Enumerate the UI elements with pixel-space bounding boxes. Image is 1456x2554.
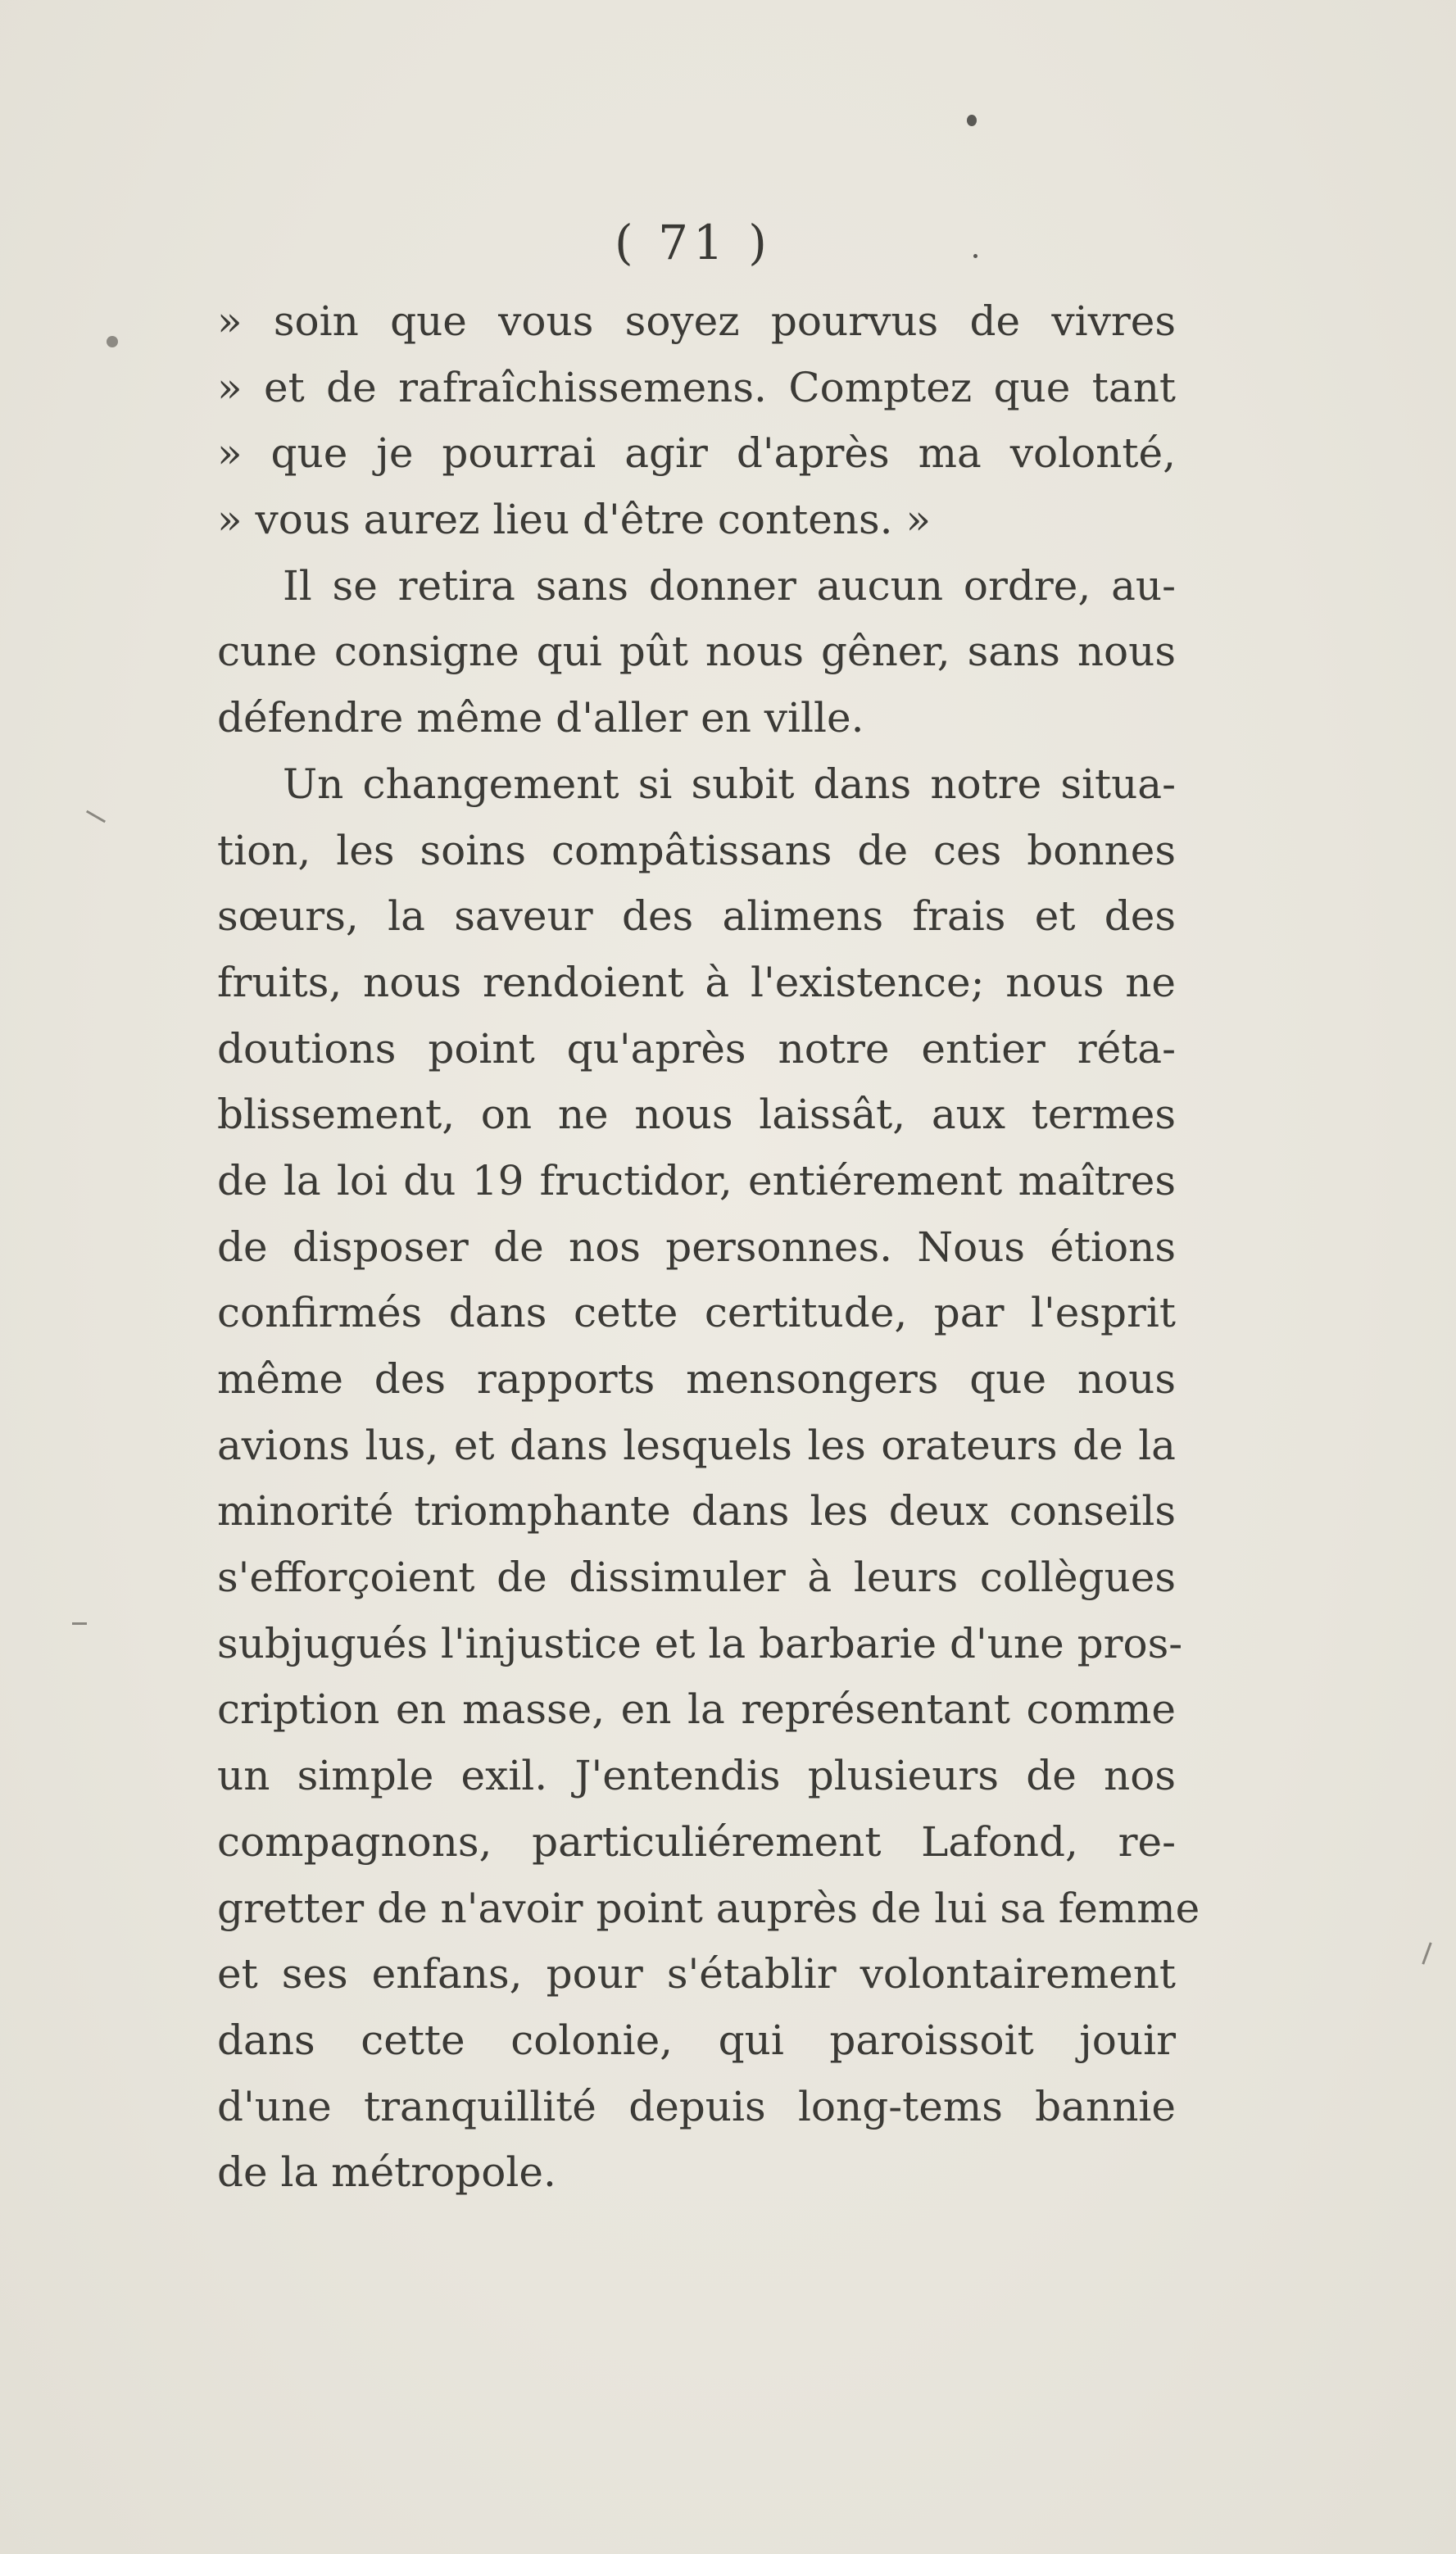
text-line: s'efforçoient de dissimuler à leurs collègues — [217, 1554, 1176, 1602]
text-line: d'une tranquillité depuis long-tems bannie — [217, 2082, 1176, 2130]
text-line: un simple exil. J'entendis plusieurs de nos — [217, 1752, 1176, 1800]
text-line: » vous aurez lieu d'être contens. » — [217, 496, 932, 544]
text-line: Un changement si subit dans notre situa- — [283, 760, 1176, 808]
text-line: dans cette colonie, qui paroissoit jouir — [217, 2016, 1176, 2064]
text-line: doutions point qu'après notre entier réta- — [217, 1024, 1176, 1073]
text-line: même des rapports mensongers que nous — [217, 1355, 1176, 1403]
text-line: cune consigne qui pût nous gêner, sans nous — [217, 628, 1176, 676]
text-line: » que je pourrai agir d'après ma volonté, — [217, 429, 1176, 478]
text-line: compagnons, particuliérement Lafond, re- — [217, 1817, 1176, 1866]
text-line: cription en masse, en la représentant comme — [217, 1685, 1176, 1734]
text-line: de la loi du 19 fructidor, entiérement maîtres — [217, 1156, 1176, 1204]
margin-mark — [72, 1622, 87, 1625]
text-line: subjugués l'injustice et la barbarie d'une pros- — [217, 1619, 1183, 1667]
text-line: fruits, nous rendoient à l'existence; nous ne — [217, 958, 1176, 1006]
text-line: blissement, on ne nous laissât, aux termes — [217, 1091, 1176, 1139]
text-line: » soin que vous soyez pourvus de vivres — [217, 297, 1176, 345]
text-line: défendre même d'aller en ville. — [217, 694, 864, 742]
ink-speck — [107, 336, 118, 347]
text-line: de disposer de nos personnes. Nous étions — [217, 1223, 1176, 1271]
text-line: avions lus, et dans lesquels les orateurs de la — [217, 1421, 1176, 1469]
text-line: tion, les soins compâtissans de ces bonnes — [217, 826, 1176, 874]
margin-mark — [86, 810, 106, 823]
text-line: et ses enfans, pour s'établir volontairement — [217, 1950, 1176, 1998]
text-line: confirmés dans cette certitude, par l'esprit — [217, 1289, 1176, 1337]
ink-speck — [967, 115, 977, 126]
text-line: de la métropole. — [217, 2148, 556, 2197]
page-body-text — [217, 288, 1200, 2206]
text-line: sœurs, la saveur des alimens frais et des — [217, 892, 1176, 941]
text-line: » et de rafraîchissemens. Comptez que tant — [217, 363, 1176, 411]
page-number: ( 71 ) — [615, 215, 772, 270]
text-line: gretter de n'avoir point auprès de lui sa femme — [217, 1884, 1200, 1932]
text-line: Il se retira sans donner aucun ordre, au- — [283, 561, 1176, 610]
margin-mark — [1422, 1942, 1431, 1964]
ink-speck — [973, 254, 977, 258]
text-line: minorité triomphante dans les deux conseils — [217, 1487, 1176, 1536]
